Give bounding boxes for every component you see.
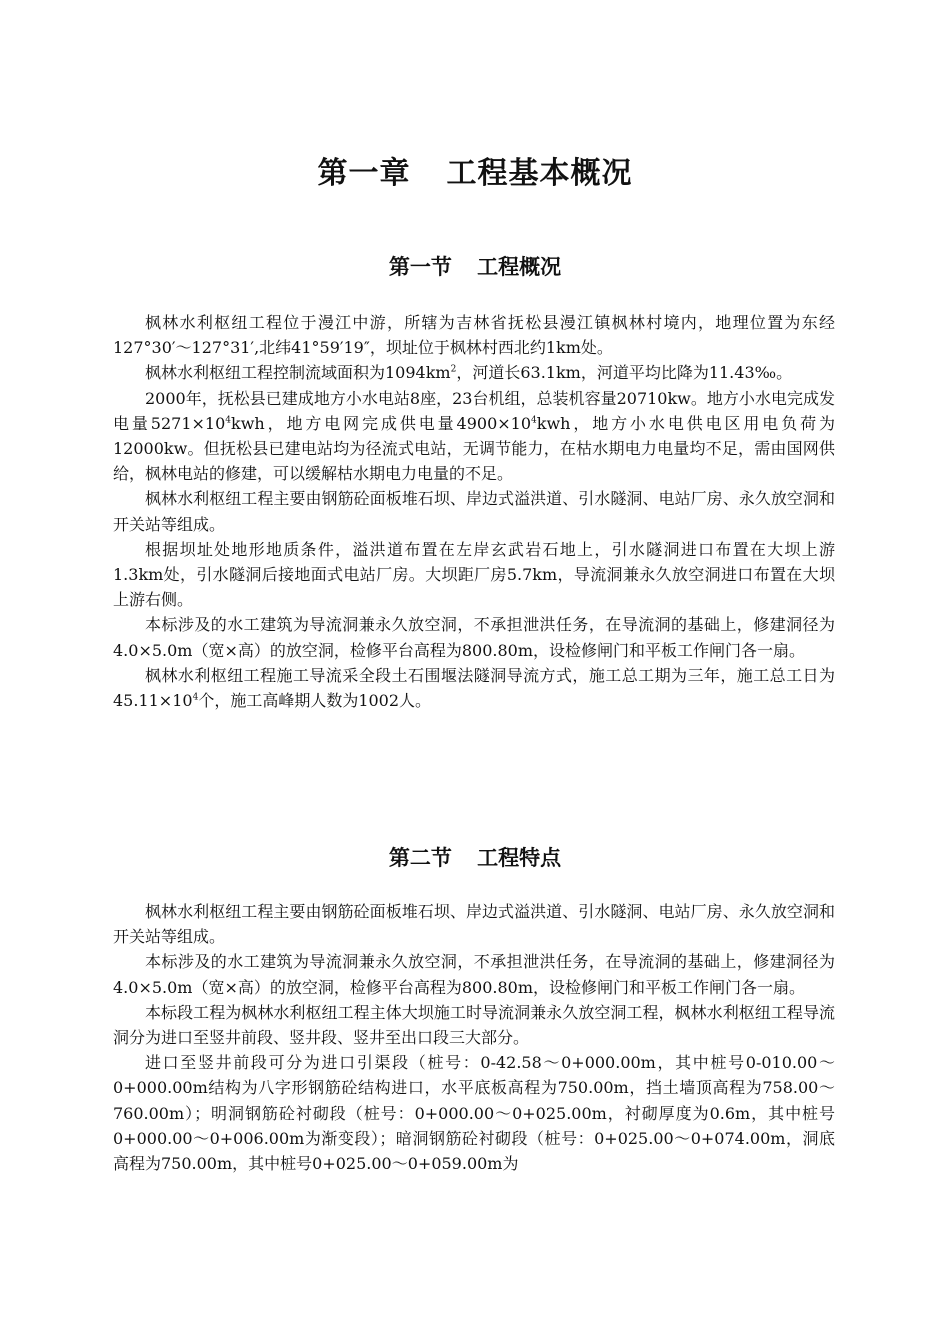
paragraph: 2000年，抚松县已建成地方小水电站8座，23台机组，总装机容量20710kw。地方小水电完成发电量$5271\times 10^4kwh$，地方电网完成供电量$4900\times 10^4kwh$，地方小水电供电区用电负荷为12000kw。但抚松县已建电站均为径流式电站，无调节能力，在枯水期电力电量均不足，需由国网供给，枫林电站的修建，可以缓解枯水期电力电量的不足。 [113,388,835,484]
paragraph: 本标涉及的水工建筑为导流洞兼永久放空洞，不承担泄洪任务，在导流洞的基础上，修建洞径为4.0×5.0m（宽×高）的放空洞，检修平台高程为800.80m，设检修闸门和平板工作闸门各一扇。 [113,615,835,660]
chapter-number: 第一章 [317,156,411,191]
section-1-number: 第一节 [388,255,452,279]
paragraph: 枫林水利枢纽工程位于漫江中游，所辖为吉林省抚松县漫江镇枫林村境内，地理位置为东经127°30′～127°31′,北纬41°59′19″，坝址位于枫林村西北约1km处。 [113,313,835,358]
paragraph: 枫林水利枢纽工程主要由钢筋砼面板堆石坝、岸边式溢洪道、引水隧洞、电站厂房、永久放空洞和开关站等组成。 [113,489,835,534]
paragraph: 进口至竖井前段可分为进口引渠段（桩号：0-42.58～0+000.00m，其中桩号0-010.00～0+000.00m结构为八字形钢筋砼结构进口，水平底板高程为750.00m，挡土墙顶高程为758.00～760.00m）；明洞钢筋砼衬砌段（桩号：0+000.00～0+025.00m，衬砌厚度为0.6m，其中桩号0+000.00～0+006.00m为渐变段）；暗洞钢筋砼衬砌段（桩号：0+025.00～0+074.00m，洞底高程为750.00m，其中桩号0+025.00～0+059.00m为 [113,1053,835,1174]
section-2-name: 工程特点 [477,846,562,870]
section-1-name: 工程概况 [477,255,562,279]
paragraph: 根据坝址处地形地质条件，溢洪道布置在左岸玄武岩石地上，引水隧洞进口布置在大坝上游1.3km处，引水隧洞后接地面式电站厂房。大坝距厂房5.7km，导流洞兼永久放空洞进口布置在大坝上游右侧。 [113,539,835,610]
section-1-body [113,310,835,713]
chapter-title [0,148,950,192]
paragraph: 枫林水利枢纽工程施工导流采全段土石围堰法隧洞导流方式，施工总工期为三年，施工总工日为$45.11\times 10^4$个，施工高峰期人数为1002人。 [113,665,835,711]
paragraph: 枫林水利枢纽工程主要由钢筋砼面板堆石坝、岸边式溢洪道、引水隧洞、电站厂房、永久放空洞和开关站等组成。 [113,902,835,947]
paragraph: 本标段工程为枫林水利枢纽工程主体大坝施工时导流洞兼永久放空洞工程，枫林水利枢纽工程导流洞分为进口至竖井前段、竖井段、竖井至出口段三大部分。 [113,1002,835,1048]
paragraph: 本标涉及的水工建筑为导流洞兼永久放空洞，不承担泄洪任务，在导流洞的基础上，修建洞径为4.0×5.0m（宽×高）的放空洞，检修平台高程为800.80m，设检修闸门和平板工作闸门各一扇。 [113,952,835,997]
section-1-title [0,251,950,281]
chapter-name: 工程基本概况 [446,156,633,191]
section-2-title [0,842,950,872]
paragraph: 枫林水利枢纽工程控制流域面积为$1094km^2$，河道长63.1km，河道平均比降为11.43‰。 [145,363,793,383]
section-2-number: 第二节 [388,846,452,870]
section-2-body [113,899,835,1176]
